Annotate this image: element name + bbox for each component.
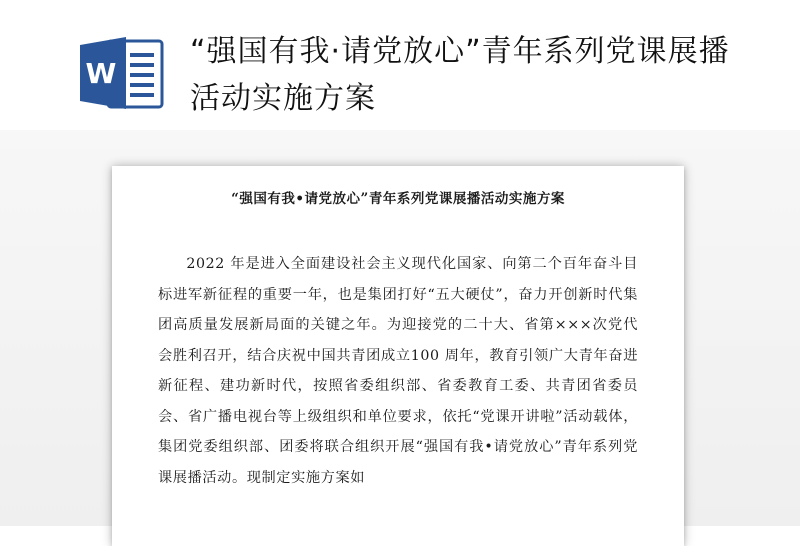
page-header	[0, 0, 800, 150]
word-document-icon	[78, 33, 166, 113]
document-page	[112, 166, 684, 546]
page-title: “强国有我·请党放心”青年系列党课展播活动实施方案	[190, 34, 730, 116]
document-title: “强国有我•请党放心”青年系列党课展播活动实施方案	[231, 191, 565, 207]
word-icon-letter: W	[85, 57, 117, 90]
document-paragraph: 2022 年是进入全面建设社会主义现代化国家、向第二个百年奋斗目标进军新征程的重要一年，也是集团打好“五大硬仗”，奋力开创新时代集团高质量发展新局面的关键之年。为迎接党的二十大、省第×××次党代会胜利召开，结合庆祝中国共青团成立100 周年，教育引领广大青年奋进新征程、建功新时代，按照省委组织部、省委教育工委、共青团省委员会、省广播电视台等上级组织和单位要求，依托“党课开讲啦”活动载体，集团党委组织部、团委将联合组织开展“强国有我•请党放心”青年系列党课展播活动。现制定实施方案如	[158, 256, 638, 486]
